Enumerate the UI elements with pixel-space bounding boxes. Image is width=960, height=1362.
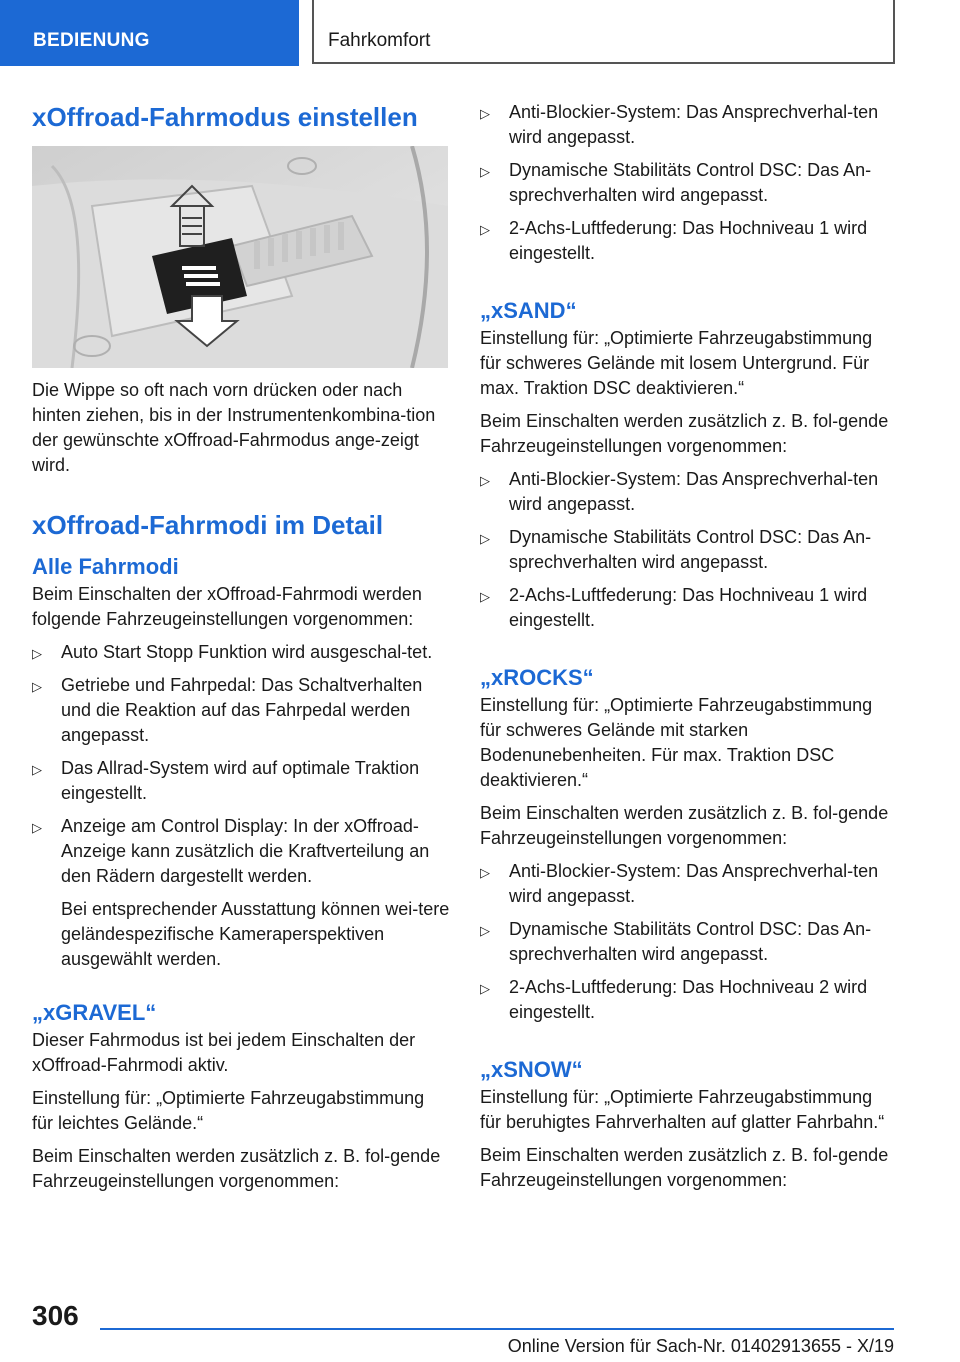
- list-item: ▷ 2-Achs-Luftfederung: Das Hochniveau 1 wird eingestellt.: [480, 585, 868, 630]
- xgravel-list: [480, 100, 898, 266]
- triangle-right-icon: ▷: [480, 222, 490, 237]
- chapter-label: Fahrkomfort: [328, 30, 431, 51]
- list-item: ▷ Das Allrad-System wird auf optimale Traktion eingestellt.: [32, 758, 420, 803]
- triangle-right-icon: ▷: [480, 473, 490, 488]
- triangle-right-icon: ▷: [32, 762, 42, 777]
- triangle-right-icon: ▷: [480, 531, 490, 546]
- xgravel-heading: „xGRAVEL“: [32, 1000, 157, 1025]
- footer-divider: [100, 1328, 894, 1330]
- triangle-right-icon: ▷: [480, 923, 490, 938]
- list-item: ▷ Auto Start Stopp Funktion wird ausgeschal-tet.: [32, 640, 450, 665]
- xsand-text-2: Beim Einschalten werden zusätzlich z. B. fol-gende Fahrzeugeinstellungen vorgenommen:: [480, 411, 889, 456]
- triangle-right-icon: ▷: [32, 679, 42, 694]
- xrocks-text-1: Einstellung für: „Optimierte Fahrzeugabstimmung für schweres Gelände mit starken Bodenunebenheiten. Für max. Traktion DSC deaktivieren.“: [480, 695, 873, 790]
- xrocks-list: [480, 859, 898, 1025]
- xsnow-heading: „xSNOW“: [480, 1057, 583, 1082]
- triangle-right-icon: ▷: [480, 981, 490, 996]
- section-label: BEDIENUNG: [33, 30, 150, 51]
- rocker-switch-illustration: [32, 146, 448, 368]
- xgravel-text-1: Dieser Fahrmodus ist bei jedem Einschalten der xOffroad-Fahrmodi aktiv.: [32, 1030, 416, 1075]
- xsnow-text-2: Beim Einschalten werden zusätzlich z. B. fol-gende Fahrzeugeinstellungen vorgenommen:: [480, 1145, 889, 1190]
- xgravel-text-2: Einstellung für: „Optimierte Fahrzeugabstimmung für leichtes Gelände.“: [32, 1088, 425, 1133]
- triangle-right-icon: ▷: [32, 820, 42, 835]
- instruction-text: Die Wippe so oft nach vorn drücken oder nach hinten ziehen, bis in der Instrumentenkombina-tion der gewünschte xOffroad-Fahrmodus ange-zeigt wird.: [32, 380, 436, 475]
- list-item: ▷ Dynamische Stabilitäts Control DSC: Das An-sprechverhalten wird angepasst.: [480, 160, 872, 205]
- xrocks-heading: „xROCKS“: [480, 665, 594, 690]
- list-item: ▷ 2-Achs-Luftfederung: Das Hochniveau 1 wird eingestellt.: [480, 218, 868, 263]
- online-version-text: Online Version für Sach-Nr. 01402913655 - X/19: [507, 1336, 894, 1356]
- chapter-tab: [312, 0, 895, 64]
- page-title: xOffroad-Fahrmodus einstellen: [32, 102, 418, 132]
- all-modes-heading: Alle Fahrmodi: [32, 554, 179, 579]
- list-item: ▷ 2-Achs-Luftfederung: Das Hochniveau 2 wird eingestellt.: [480, 977, 868, 1022]
- all-modes-list: [32, 640, 450, 972]
- triangle-right-icon: ▷: [32, 646, 42, 661]
- list-item: ▷ Dynamische Stabilitäts Control DSC: Das An-sprechverhalten wird angepasst.: [480, 919, 872, 964]
- list-item: ▷ Anti-Blockier-System: Das Ansprechverhal-ten wird angepasst.: [480, 469, 879, 514]
- list-item-note: Bei entsprechender Ausstattung können wei-tere geländespezifische Kameraperspektiven ausgewählt werden.: [61, 899, 450, 969]
- right-column: [480, 100, 898, 1193]
- list-item: ▷ Anti-Blockier-System: Das Ansprechverhal-ten wird angepasst.: [480, 102, 879, 147]
- list-item: ▷ Anti-Blockier-System: Das Ansprechverhal-ten wird angepasst.: [480, 861, 879, 906]
- section-tab: [0, 0, 299, 66]
- xsand-list: [480, 467, 898, 633]
- xsand-text-1: Einstellung für: „Optimierte Fahrzeugabstimmung für schweres Gelände mit losem Untergrund. Für max. Traktion DSC deaktivieren.“: [480, 328, 873, 398]
- list-item: ▷ Anzeige am Control Display: In der xOffroad-Anzeige kann zusätzlich die Kraftverteilung an den Rädern dargestellt werden. Bei entsprechender Ausstattung können wei-tere geländespezifische Kameraperspektiven ausgewählt werden.: [32, 814, 450, 972]
- left-column: [32, 100, 450, 1194]
- detail-heading: xOffroad-Fahrmodi im Detail: [32, 510, 384, 540]
- xsnow-text-1: Einstellung für: „Optimierte Fahrzeugabstimmung für beruhigtes Fahrverhalten auf glatter Fahrbahn.“: [480, 1087, 885, 1132]
- triangle-right-icon: ▷: [480, 865, 490, 880]
- xrocks-text-2: Beim Einschalten werden zusätzlich z. B. fol-gende Fahrzeugeinstellungen vorgenommen:: [480, 803, 889, 848]
- list-item: ▷ Getriebe und Fahrpedal: Das Schaltverhalten und die Reaktion auf das Fahrpedal werden angepasst.: [32, 675, 423, 745]
- triangle-right-icon: ▷: [480, 589, 490, 604]
- page-number: 306: [32, 1300, 79, 1331]
- xsand-heading: „xSAND“: [480, 298, 577, 323]
- triangle-right-icon: ▷: [480, 164, 490, 179]
- all-modes-intro: Beim Einschalten der xOffroad-Fahrmodi werden folgende Fahrzeugeinstellungen vorgenommen:: [32, 584, 422, 629]
- triangle-right-icon: ▷: [480, 106, 490, 121]
- list-item: ▷ Dynamische Stabilitäts Control DSC: Das An-sprechverhalten wird angepasst.: [480, 527, 872, 572]
- xgravel-text-3: Beim Einschalten werden zusätzlich z. B. fol-gende Fahrzeugeinstellungen vorgenommen:: [32, 1146, 441, 1191]
